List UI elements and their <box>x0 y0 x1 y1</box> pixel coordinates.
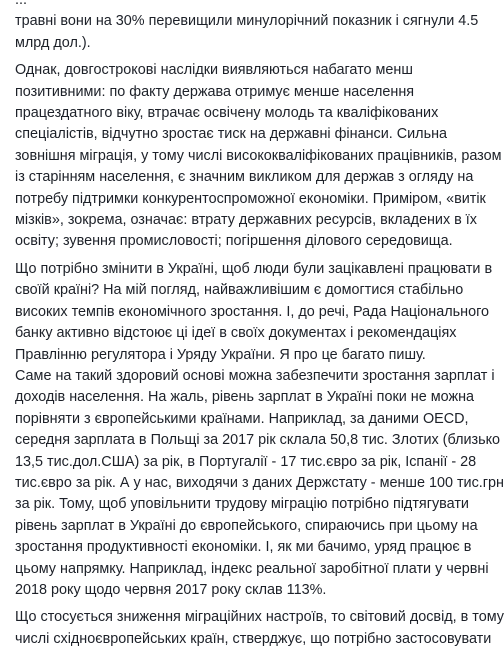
text-line: Що потрібно змінити в Україні, щоб люди були зацікавлені працювати в <box>15 260 493 277</box>
text-line: Саме на такий здоровий основі можна забезпечити зростання зарплат і <box>15 367 495 384</box>
text-line: освіту; зувення промисловості; погіршення ділового середовища. <box>15 233 453 250</box>
text-line: числі східноєвропейських країн, стверджує, що потрібно застосовувати <box>15 630 492 647</box>
text-line: банку активно відстоює ці ідеї в своїх документах і рекомендаціях <box>15 325 457 342</box>
text-line: своїй країні? На мій погляд, найважливішим є домогтися стабільно <box>15 282 464 299</box>
text-line: травні вони на 30% перевищили минулорічний показник і сягнули 4.5 <box>15 13 479 30</box>
text-line: доходів населення. На жаль, рівень зарплат в Україні поки не можна <box>15 389 475 406</box>
text-line: Що стосується зниження міграційних настроїв, то світовий досвід, в тому <box>15 609 504 626</box>
text-line: із старінням населення, є значним викликом для держав з огляду на <box>15 169 474 186</box>
post-text <box>15 0 504 650</box>
text-line: тис.євро за рік. А у нас, виходячи з даних Держстату - менше 100 тис.грн <box>15 474 504 491</box>
text-line: потребу підтримки конкурентоспроможної економіки. Примiром, «витік <box>15 190 486 207</box>
text-line: працездатного віку, втрачає освічену молодь та кваліфікованих <box>15 105 439 122</box>
text-line: 2018 року щодо червня 2017 року склав 113%. <box>15 581 327 598</box>
text-line: Однак, довгострокові наслідки виявляються набагато менш <box>15 62 413 79</box>
text-line: зовнішня міграція, у тому числі висококваліфікованих працівників, разом <box>15 147 502 164</box>
paragraph-5 <box>15 607 504 650</box>
text-line: цьому напрямку. Наприклад, індекс реальної заробітної плати у червні <box>15 560 489 577</box>
paragraph-3 <box>15 259 497 366</box>
text-line: спеціалістів, відчутно зростає тиск на державні фінанси. Сильна <box>15 126 448 143</box>
text-line: порівняти з європейськими країнами. Наприклад, за даними OECD, <box>15 410 469 427</box>
text-line: середня зарплата в Польщі за 2017 рік склала 50,8 тис. Злотих (близько <box>15 432 501 449</box>
paragraph-2 <box>15 60 502 253</box>
text-line: Правлінню регулятора і Уряду України. Я про це багато пишу. <box>15 346 426 363</box>
paragraph-1 <box>15 0 497 54</box>
text-line: зростання продуктивності економіки. І, як ми бачимо, уряд працює в <box>15 539 472 556</box>
text-line: млрд дол.). <box>15 34 91 51</box>
text-line: мізків», зокрема, означає: втрату державних ресурсів, вкладених в їх <box>15 212 477 229</box>
text-line: 13,5 тис.дол.США) за рік, в Португалії - 17 тис.євро за рік, Іспанії - 28 <box>15 453 477 470</box>
text-line: високих темпів економічного зростання. І, до речі, Рада Національного <box>15 303 490 320</box>
text-line: за рік. Тому, щоб уповільнити трудову міграцію потрібно підтягувати <box>15 496 469 513</box>
text-line: ... <box>15 0 27 8</box>
paragraph-4 <box>15 366 504 601</box>
text-line: позитивними: по факту держава отримує менше населення <box>15 83 415 100</box>
text-line: рівень зарплат в Україні до європейського, спираючись при цьому на <box>15 517 478 534</box>
